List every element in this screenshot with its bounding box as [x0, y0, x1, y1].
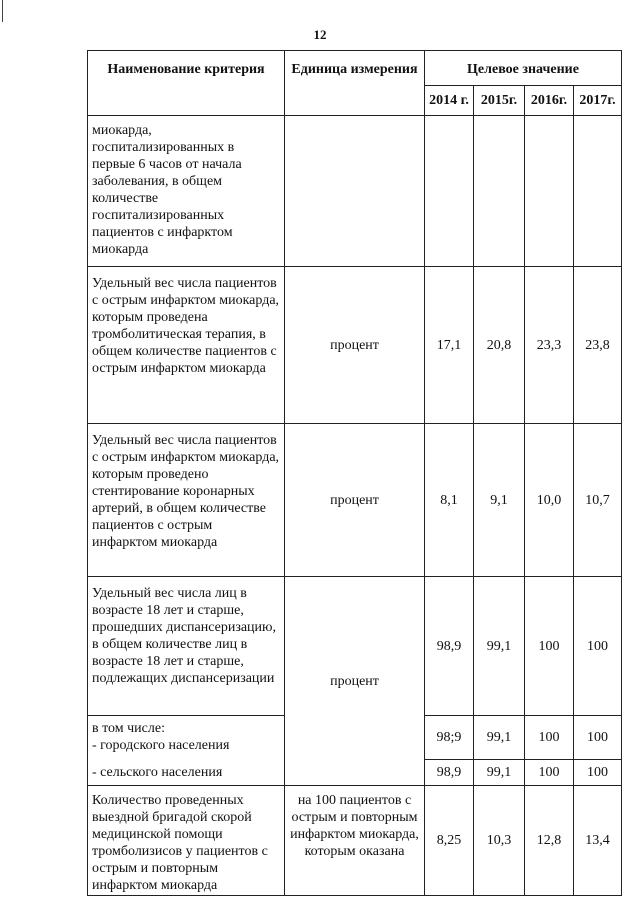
header-year-2015: 2015г.	[474, 86, 525, 116]
row-value-2014: 8,25	[425, 786, 474, 896]
row-criterion-text: Удельный вес числа лиц в возрасте 18 лет и старше, прошедших диспансеризацию, в общем количестве лиц в возрасте 18 лет и старше, подлежащих диспансеризации	[88, 577, 285, 716]
row-unit: процент	[285, 424, 425, 577]
row-criterion-text: Удельный вес числа пациентов с острым инфарктом миокарда, которым проведена тромболитическая терапия, в общем количестве пациентов с острым инфарктом миокарда	[88, 267, 285, 424]
subrow-rural-value-2015: 99,1	[474, 760, 525, 786]
subrow-urban-value-2016: 100	[525, 716, 574, 760]
subrow-urban-value-2017: 100	[574, 716, 622, 760]
row-value-2016: 23,3	[525, 267, 574, 424]
row-unit: процент	[285, 267, 425, 424]
header-unit: Единица измерения	[285, 51, 425, 116]
page-edge-mark	[2, 0, 3, 22]
row-value-2016: 100	[525, 577, 574, 716]
subrow-urban-value-2014: 98;9	[425, 716, 474, 760]
row-value-2017	[574, 116, 622, 267]
row-value-2015: 20,8	[474, 267, 525, 424]
row-value-2016: 12,8	[525, 786, 574, 896]
page-number: 12	[313, 27, 327, 42]
row-value-2014	[425, 116, 474, 267]
subrow-urban-value-2015: 99,1	[474, 716, 525, 760]
row-value-2014: 8,1	[425, 424, 474, 577]
row-value-2016	[525, 116, 574, 267]
row-value-2017: 100	[574, 577, 622, 716]
header-year-2014: 2014 г.	[425, 86, 474, 116]
header-year-2017: 2017г.	[574, 86, 622, 116]
row-criterion-text: миокарда, госпитализированных в первые 6 часов от начала заболевания, в общем количестве госпитализированных пациентов с инфарктом миокарда	[88, 116, 285, 267]
row-criterion-text: Количество проведенных выездной бригадой скорой медицинской помощи тромболизисов у пациентов с острым и повторным инфарктом миокарда	[88, 786, 285, 896]
row-unit: процент	[285, 577, 425, 786]
row-criterion-text: Удельный вес числа пациентов с острым инфарктом миокарда, которым проведено стентирование коронарных артерий, в общем количестве пациентов с острым инфарктом миокарда	[88, 424, 285, 577]
subrow-rural-value-2017: 100	[574, 760, 622, 786]
row-value-2017: 10,7	[574, 424, 622, 577]
row-value-2017: 13,4	[574, 786, 622, 896]
header-criterion: Наименование критерия	[88, 51, 285, 116]
header-target-value: Целевое значение	[425, 51, 622, 86]
row-value-2015	[474, 116, 525, 267]
row-value-2014: 17,1	[425, 267, 474, 424]
row-value-2015: 9,1	[474, 424, 525, 577]
criteria-table	[87, 50, 622, 896]
row-value-2015: 10,3	[474, 786, 525, 896]
row-unit	[285, 116, 425, 267]
subrow-rural-value-2014: 98,9	[425, 760, 474, 786]
subrow-rural-label: - сельского населения	[88, 760, 285, 786]
row-value-2014: 98,9	[425, 577, 474, 716]
subrow-urban-label: в том числе: - городского населения	[88, 716, 285, 760]
row-value-2015: 99,1	[474, 577, 525, 716]
header-year-2016: 2016г.	[525, 86, 574, 116]
row-value-2017: 23,8	[574, 267, 622, 424]
row-value-2016: 10,0	[525, 424, 574, 577]
row-unit: на 100 пациентов с острым и повторным инфарктом миокарда, которым оказана	[285, 786, 425, 896]
subrow-rural-value-2016: 100	[525, 760, 574, 786]
